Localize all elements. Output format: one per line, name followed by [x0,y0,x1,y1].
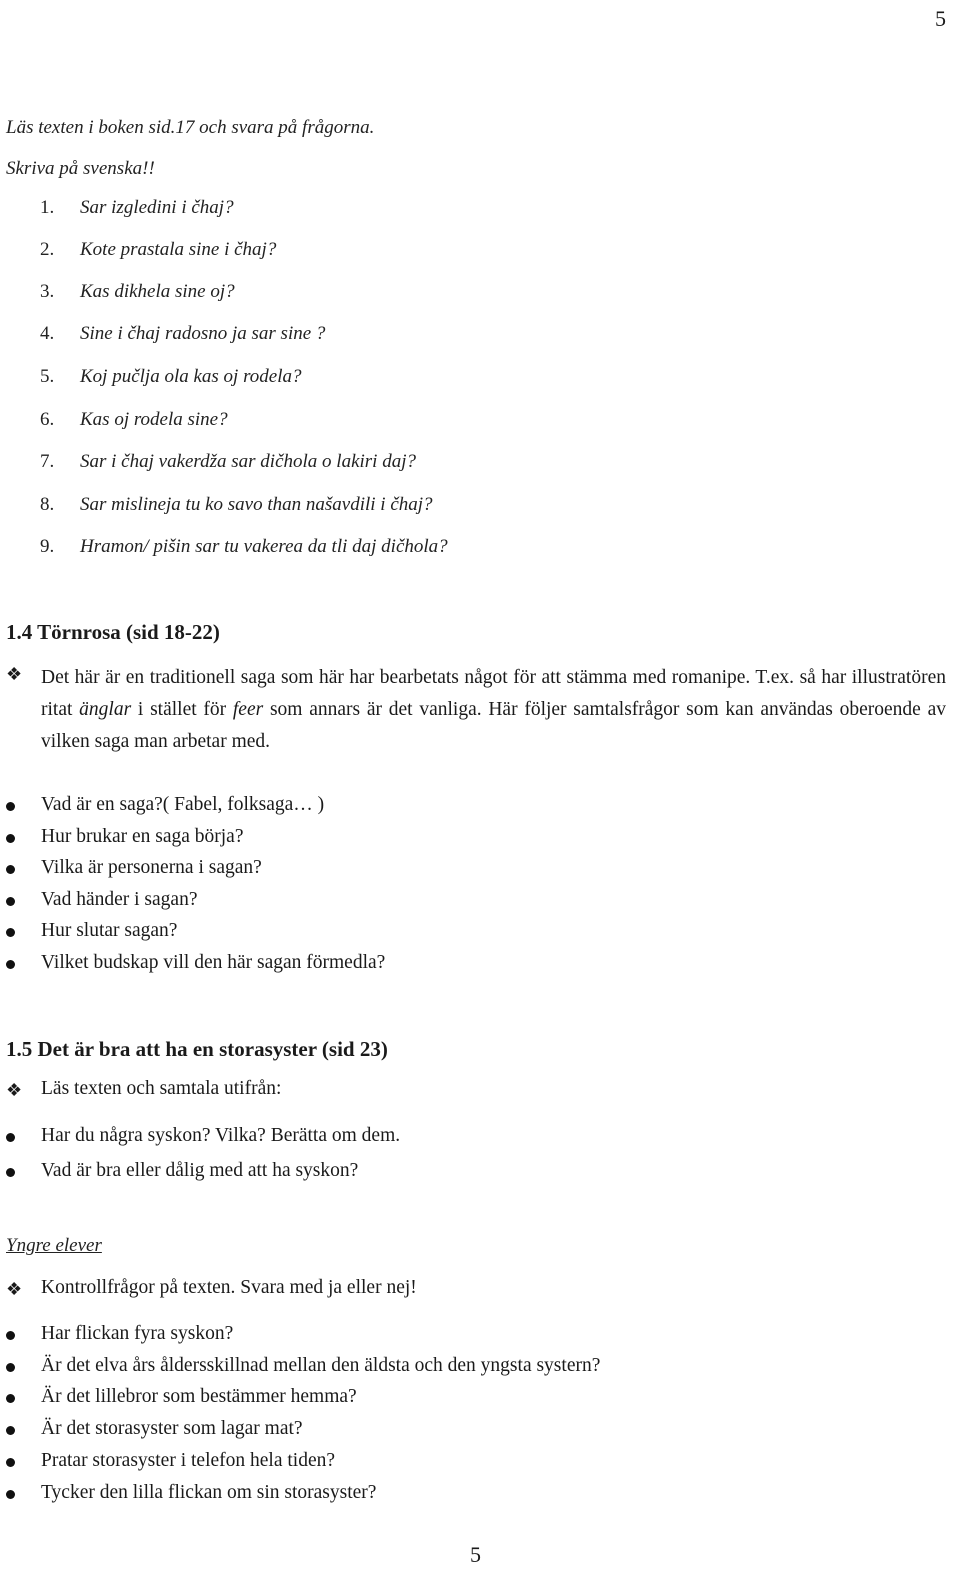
bullet-dot-icon [6,897,15,906]
bullet-dot-icon [6,1331,15,1340]
bullet-dot-icon [6,960,15,969]
bullet-dot-icon [6,1426,15,1435]
intro-write-swedish: Skriva på svenska!! [6,158,155,179]
bullet-dot-icon [6,1458,15,1467]
diamond-bullet-icon: ❖ [6,1279,23,1299]
younger-pupils-heading: Yngre elever [6,1235,102,1256]
bullet-dot-icon [6,802,15,811]
diamond-bullet-icon: ❖ [6,1080,23,1100]
section-paragraph: Det här är en traditionell saga som här har bearbetats något för att stämma med romanipe. T.ex. så har illustratören ritat änglar i stället för feer som annars är det vanliga. Här följer samtalsfrågor som kan användas oberoende av vilken saga man arbetar med. [41,667,946,752]
bullet-dot-icon [6,1133,15,1142]
section-heading-tornrosa: 1.4 Törnrosa (sid 18-22) [6,620,220,644]
bullet-dot-icon [6,1394,15,1403]
bullet-dot-icon [6,1168,15,1177]
intro-instruction: Läs texten i boken sid.17 och svara på frågorna. [6,117,375,138]
section-heading-storasyster: 1.5 Det är bra att ha en storasyster (sid 23) [6,1037,388,1061]
diamond-bullet-icon: ❖ [6,664,23,684]
bullet-dot-icon [6,1490,15,1499]
bullet-dot-icon [6,1363,15,1372]
page-number-bottom: 5 [470,1542,481,1567]
bullet-dot-icon [6,834,15,843]
bullet-dot-icon [6,865,15,874]
page-number-top: 5 [935,6,946,31]
bullet-dot-icon [6,928,15,937]
